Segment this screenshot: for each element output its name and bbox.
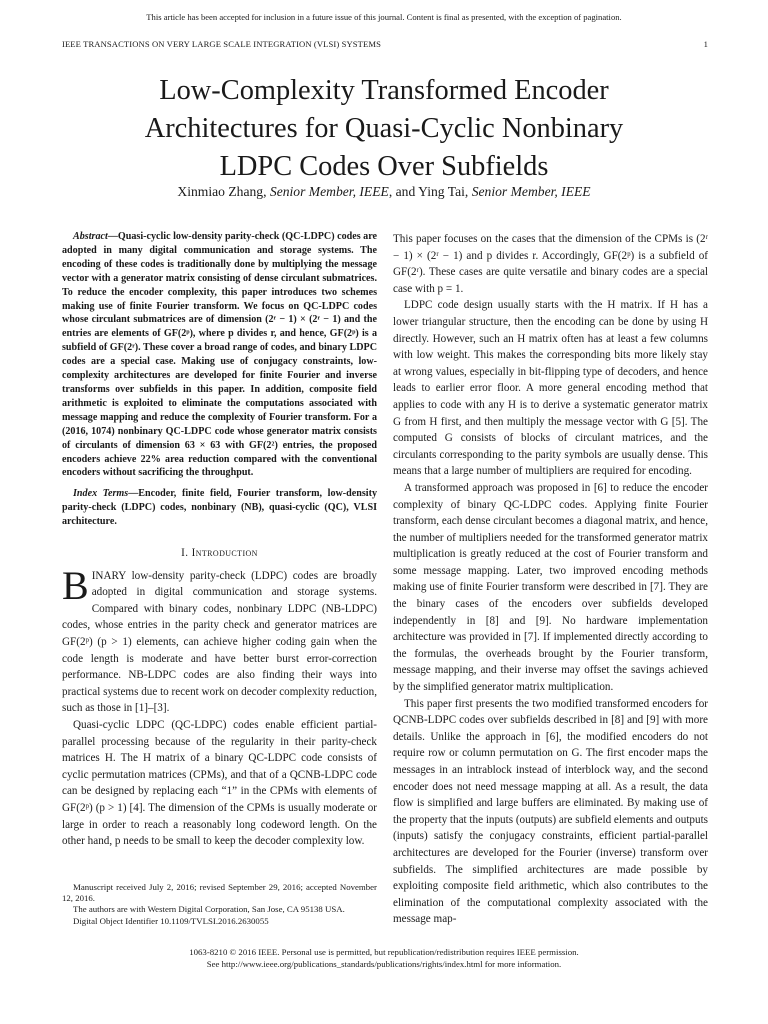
intro-paragraph-1 bbox=[62, 562, 377, 717]
intro-text-1: INARY low-density parity-check (LDPC) codes are broadly adopted in digital communication and storage systems. Compared with binary codes, nonbinary LDPC (NB-LDPC) codes, whose entries in the parity check and generator matrices are GF(2ᵖ) (p > 1) elements, can achieve higher coding gain when the code length is moderate and have better burst error-correction performance. NB-LDPC codes are also finding their ways into practical systems due to recent work on decoder complexity reduction, such as those in [1]–[3]. bbox=[62, 569, 377, 715]
title-line: Architectures for Quasi-Cyclic Nonbinary bbox=[144, 113, 624, 144]
paper-title bbox=[0, 72, 768, 186]
abstract-label: Abstract bbox=[73, 231, 108, 242]
footnote-manuscript: Manuscript received July 2, 2016; revised September 29, 2016; accepted November 12, 2016. bbox=[62, 882, 377, 904]
section-heading bbox=[62, 545, 377, 562]
footnote-affiliation: The authors are with Western Digital Corporation, San Jose, CA 95138 USA. bbox=[73, 904, 345, 915]
index-terms-label: Index Terms bbox=[73, 488, 129, 500]
body-paragraph: This paper focuses on the cases that the dimension of the CPMs is (2ʳ − 1) × (2ʳ − 1) and p divides r. Accordingly, GF(2ᵖ) is a subfield of GF(2ʳ). These cases are quite versatile and binary codes are a special case with p = 1. bbox=[393, 233, 708, 295]
left-column bbox=[62, 230, 377, 850]
abstract-dash: — bbox=[107, 231, 118, 242]
section-number: I. bbox=[181, 547, 189, 560]
section-title: Introduction bbox=[191, 547, 258, 560]
journal-name: IEEE TRANSACTIONS ON VERY LARGE SCALE INTEGRATION (VLSI) SYSTEMS bbox=[62, 39, 381, 49]
title-line: LDPC Codes Over Subfields bbox=[219, 151, 549, 182]
author-joiner: , and Ying Tai, bbox=[388, 184, 469, 199]
author-role: Senior Member, IEEE bbox=[471, 184, 591, 199]
copyright-line: 1063-8210 © 2016 IEEE. Personal use is permitted, but republication/redistribution requires IEEE permission. bbox=[189, 947, 579, 957]
abstract-text: Quasi-cyclic low-density parity-check (QC-LDPC) codes are adopted in many digital communication and storage systems. The encoding of these codes is traditionally done by multiplying the message vector with a generator matrix consisting of dense circulant submatrices. To reduce the encoder complexity, this paper introduces two schemes making use of finite Fourier transform. We focus on QC-LDPC codes whose circulant submatrices are of dimension (2ʳ − 1) × (2ʳ − 1) and the entries are elements of GF(2ᵖ), where p divides r, and hence, GF(2ᵖ) is a subfield of GF(2ʳ). These cover a broad range of codes, and binary LDPC codes are a special case. Making use of conjugacy constraints, low-complexity architectures are developed for finite Fourier and inverse transforms over subfields in this paper. In addition, composite field arithmetic is exploited to eliminate the computations associated with message mapping and reduce the complexity of Fourier transform. For a (2016, 1074) nonbinary QC-LDPC code whose generator matrix consists of circulants of dimension 63 × 63 with GF(2²) entries, the proposed encoders achieve 22% area reduction compared with the conventional encoders without sacrificing the throughput. bbox=[62, 231, 378, 479]
footnote-doi: Digital Object Identifier 10.1109/TVLSI.2016.2630055 bbox=[73, 915, 269, 926]
acceptance-notice: This article has been accepted for inclusion in a future issue of this journal. Content is final as presented, with the exception of pagination. bbox=[146, 12, 622, 22]
index-terms-text: Encoder, finite field, Fourier transform, low-density parity-check (LDPC) codes, nonbinary (NB), quasi-cyclic (QC), VLSI architecture. bbox=[62, 488, 377, 528]
author-role: Senior Member, IEEE bbox=[269, 184, 389, 199]
page-number: 1 bbox=[703, 39, 708, 49]
index-terms bbox=[62, 487, 377, 529]
drop-cap: B bbox=[62, 562, 89, 608]
footnotes bbox=[62, 882, 377, 927]
author-name: Xinmiao Zhang, bbox=[177, 184, 267, 199]
body-paragraph: This paper first presents the two modified transformed encoders for QCNB-LDPC codes over subfields described in [8] and [9] with more details. Unlike the approach in [6], the modified encoders do not require row or column permutation on G. The first encoder maps the messages in an intrablock instead of interblock way, and the second encoder does not need message mapping at all. As a result, the data flow is simplified and large buffers are eliminated. By making use of the property that the inputs (outputs) are subfield elements and outputs (inputs) satisfy the conjugacy constraints, efficient partial-parallel architectures are developed for the Fourier (inverse) transform over subfields. The simplified architectures are made possible by exploiting composite field arithmetic, which also contributes to the elimination of the computational complexity associated with the message map- bbox=[393, 697, 708, 926]
author-line bbox=[0, 184, 768, 200]
index-terms-dash: — bbox=[128, 488, 139, 500]
body-paragraph: LDPC code design usually starts with the H matrix. If H has a lower triangular structure, then the encoding can be done by using H directly. However, such an H matrix often has at least a few columns with low weight. This makes the corresponding bits more likely stay at wrong values, especially in bit-flipping type of decoders, and hence leads to earlier error floor. A more general encoding method that applies to code with any H is to derive a systematic generator matrix G from H first, and then multiply the message vector with G [5]. The computed G consists of blocks of circulant matrices, and the circulants corresponding to the parity symbols are usually dense. This means that a large number of multipliers are required for encoding. bbox=[393, 299, 708, 478]
running-header bbox=[62, 39, 708, 49]
copyright-notice bbox=[0, 946, 768, 970]
abstract bbox=[62, 230, 377, 480]
right-column bbox=[393, 231, 708, 928]
title-line: Low-Complexity Transformed Encoder bbox=[159, 75, 609, 106]
intro-paragraph-2: Quasi-cyclic LDPC (QC-LDPC) codes enable efficient partial-parallel processing because of the regularity in their parity-check matrices H. The H matrix of a binary QC-LDPC code consists of cyclic permutation matrices (CPMs), and that of a QCNB-LDPC code can be designed by replacing each “1” in the CPMs with elements of GF(2ᵖ) (p > 1) [4]. The dimension of the CPMs is usually moderate or large in order to reach a reasonably long codeword length. On the other hand, p needs to be small to keep the decoder complexity low. bbox=[62, 718, 377, 848]
body-paragraph: A transformed approach was proposed in [6] to reduce the encoder complexity of binary QC-LDPC codes. Applying finite Fourier transform, each dense circulant becomes a diagonal matrix, and hence, the number of multipliers needed for the transformed generator matrix multiplication is greatly reduced at the cost of Fourier transform and some message mapping. Later, two improved encoding methods making use of finite Fourier transform were described in [7]. They are the binary cases of the encoders over subfields developed independently in [8] and [9]. No hardware implementation architecture was provided in [7]. If implemented directly according to the formulas, the overheads brought by the Fourier transform, message mapping, and their inverse may offset the savings achieved by the simplified generator matrix multiplication. bbox=[393, 481, 708, 694]
rights-url-line: See http://www.ieee.org/publications_standards/publications/rights/index.html for more information. bbox=[206, 959, 562, 969]
